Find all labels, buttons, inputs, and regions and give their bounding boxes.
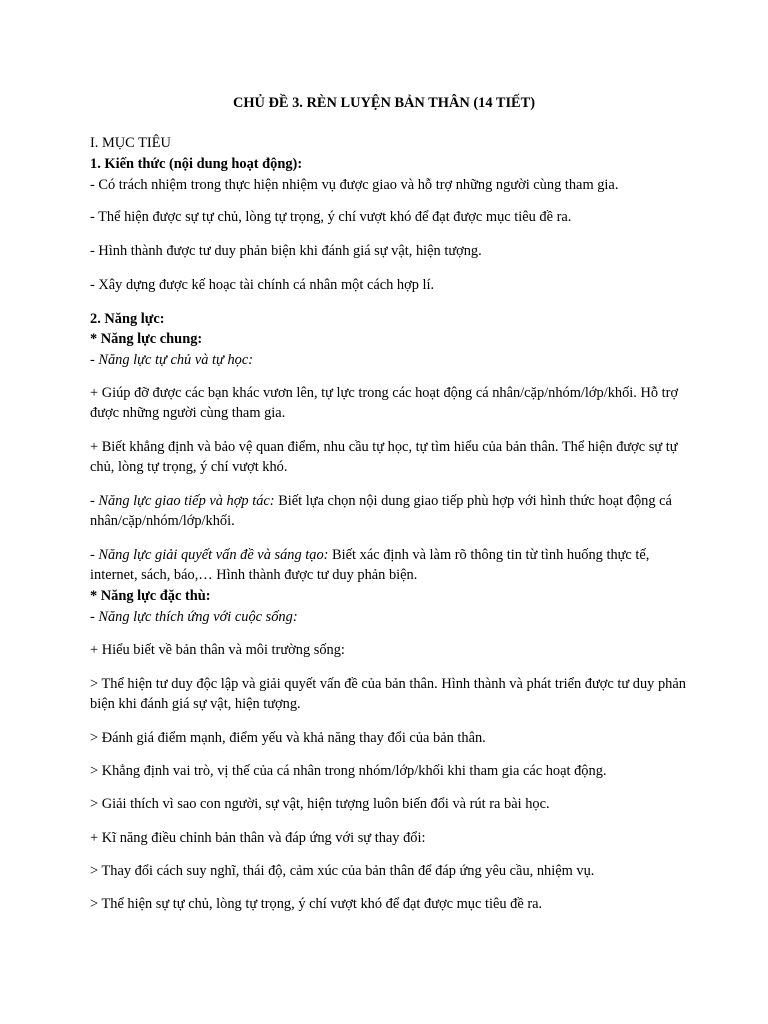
paragraph: - Thể hiện được sự tự chủ, lòng tự trọng, ý chí vượt khó để đạt được mục tiêu đề ra. [90,209,572,225]
subheading-general-competence: * Năng lực chung: [90,331,203,347]
paragraph: > Đánh giá điểm mạnh, điểm yếu và khả năng thay đổi của bản thân. [90,730,486,746]
paragraph: > Thể hiện tư duy độc lập và giải quyết vấn đề của bản thân. Hình thành và phát triển được tư duy phản [90,676,686,692]
page-title: CHỦ ĐỀ 3. RÈN LUYỆN BẢN THÂN (14 TIẾT) [232,95,536,111]
paragraph: biện khi đánh giá sự vật, hiện tượng. [90,696,301,712]
paragraph: > Thay đổi cách suy nghĩ, thái độ, cảm xúc của bản thân để đáp ứng yêu cầu, nhiệm vụ. [90,863,595,879]
paragraph: > Giải thích vì sao con người, sự vật, hiện tượng luôn biến đổi và rút ra bài học. [90,796,550,812]
paragraph: + Kĩ năng điều chỉnh bản thân và đáp ứng với sự thay đổi: [90,830,426,846]
subheading-competence: 2. Năng lực: [90,311,165,327]
italic-heading: - Năng lực thích ứng với cuộc sống: [90,609,298,625]
paragraph: chủ, lòng tự trọng, ý chí vượt khó. [90,459,288,475]
paragraph [90,545,730,565]
paragraph [90,491,730,511]
paragraph: + Biết khẳng định và bảo vệ quan điểm, nhu cầu tự học, tự tìm hiểu của bản thân. Thể hiện được sự tự [90,439,678,455]
paragraph: internet, sách, báo,… Hình thành được tư duy phản biện. [90,567,418,583]
paragraph: > Thể hiện sự tự chủ, lòng tự trọng, ý chí vượt khó để đạt được mục tiêu đề ra. [90,896,543,912]
paragraph: - Hình thành được tư duy phản biện khi đánh giá sự vật, hiện tượng. [90,243,482,259]
paragraph: > Khẳng định vai trò, vị thế của cá nhân trong nhóm/lớp/khối khi tham gia các hoạt động. [90,763,607,779]
paragraph-text: Biết xác định và làm rõ thông tin từ tình huống thực tế, [328,547,650,563]
paragraph: + Giúp đỡ được các bạn khác vươn lên, tự lực trong các hoạt động cá nhân/cặp/nhóm/lớp/khối. Hỗ trợ [90,385,679,401]
subheading-knowledge: 1. Kiến thức (nội dung hoạt động): [90,156,303,172]
italic-label: - Năng lực giải quyết vấn đề và sáng tạo: [90,547,329,563]
paragraph: - Xây dựng được kế hoạc tài chính cá nhân một cách hợp lí. [90,277,435,293]
italic-heading: - Năng lực tự chủ và tự học: [90,352,254,368]
subheading-specific-competence: * Năng lực đặc thù: [90,588,211,604]
italic-label: - Năng lực giao tiếp và hợp tác: [90,493,275,509]
paragraph: - Có trách nhiệm trong thực hiện nhiệm vụ được giao và hỗ trợ những người cùng tham gia. [90,177,619,193]
paragraph: + Hiểu biết về bản thân và môi trường sống: [90,642,345,658]
section-heading: I. MỤC TIÊU [90,135,171,151]
paragraph: nhân/cặp/nhóm/lớp/khối. [90,513,235,529]
paragraph: được những người cùng tham gia. [90,405,286,421]
paragraph-text: Biết lựa chọn nội dung giao tiếp phù hợp với hình thức hoạt động cá [274,493,672,509]
